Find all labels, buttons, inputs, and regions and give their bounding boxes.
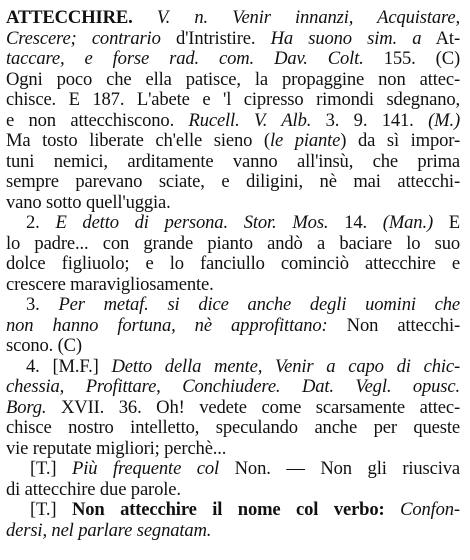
sense-number: 2. [26, 213, 56, 233]
definition-text: V. n. Venir innanzi, Acquistare, [132, 8, 460, 28]
sense-tag: [T.] [30, 500, 72, 520]
text: d'Intristire. [160, 28, 271, 49]
entry-line [6, 398, 460, 419]
entry-line [6, 29, 460, 50]
entry-line [6, 459, 460, 480]
entry-line: chisce. E 187. L'abete e 'l cipresso rimondi sdegnano, [6, 90, 460, 110]
text: ) da sì impor- [340, 131, 460, 151]
entry-line: tuni nemici, arditamente vanno all'insù, che prima [6, 151, 460, 172]
sense-tag: [T.] [30, 459, 73, 479]
definition-text: E detto di persona. Stor. Mos. [55, 213, 329, 233]
citation: taccare, e forse rad. com. Dav. Colt. [6, 49, 364, 69]
text: Ma tosto liberate ch'elle sieno ( [6, 131, 270, 151]
entry-line: dolce figliuolo; e lo fanciullo cominciò attecchire e [6, 254, 460, 274]
text: 3. 9. 141. [311, 110, 429, 131]
entry-line: scono. (C) [6, 336, 82, 356]
entry-line: lo padre... con grande pianto andò a baciare lo suo [6, 233, 460, 254]
citation: Rucell. V. Alb. [188, 110, 312, 131]
entry-line [6, 131, 460, 152]
definition-text: dersi, nel parlare segnatam. [6, 520, 212, 541]
definition-text: Più frequente col [72, 459, 220, 479]
entry-line: sempre parevano sciate, e diligini, nè mai attecchi- [6, 172, 460, 192]
text: 14. [328, 213, 383, 233]
phrase: Non attecchire il nome col verbo: [71, 500, 385, 520]
definition-text: Detto della mente, Venir a capo di chic- [111, 356, 460, 377]
entry-line: crescere maravigliosamente. [6, 274, 214, 295]
entry-line [6, 377, 460, 398]
sense-number: 3. [26, 295, 59, 315]
entry-line [6, 316, 460, 337]
text: Non attecchi- [327, 315, 460, 336]
citation: Borg. [6, 397, 47, 418]
definition-text: Crescere; contrario [6, 28, 161, 49]
definition-text: Ha suono sim. a [270, 28, 422, 49]
entry-line: Ogni poco che ella patisce, la propaggine non attec- [6, 69, 460, 90]
definition-text: Confon- [384, 500, 460, 520]
definition-text: Per metaf. si dice anche degli uomini che [58, 295, 460, 315]
entry-line [6, 521, 460, 542]
text: e non attecchiscono. [6, 110, 189, 131]
source-tag: (M.) [428, 110, 460, 131]
entry-line: di attecchire due parole. [6, 479, 181, 500]
entry-line: vano sotto quell'uggia. [6, 192, 171, 213]
entry-line: vie reputate migliori; perchè... [6, 438, 227, 459]
entry-line [6, 500, 460, 521]
text: Non. — Non gli riusciva [219, 459, 460, 479]
entry-line [6, 295, 460, 316]
text: E [433, 213, 460, 233]
definition-text: non hanno fortuna, nè approfittano: [6, 315, 328, 336]
sense-number: 4. [M.F.] [26, 356, 112, 377]
text: XVII. 36. Oh! vedete come scarsamente attec- [46, 397, 460, 418]
entry-line [6, 8, 460, 29]
entry-line: chisce nostro intelletto, speculando anche per queste [6, 418, 460, 438]
entry-line [6, 213, 460, 234]
entry-line [6, 357, 460, 378]
headword: ATTECCHIRE. [6, 8, 133, 28]
gloss: le piante [269, 131, 341, 151]
entry-line [6, 49, 460, 70]
text: At- [421, 28, 460, 49]
source-tag: (Man.) [382, 213, 433, 233]
definition-text: chessia, Profittare, Conchiudere. Dat. Vegl. opusc. [6, 377, 460, 397]
entry-line [6, 111, 460, 132]
text: 155. (C) [363, 49, 460, 69]
